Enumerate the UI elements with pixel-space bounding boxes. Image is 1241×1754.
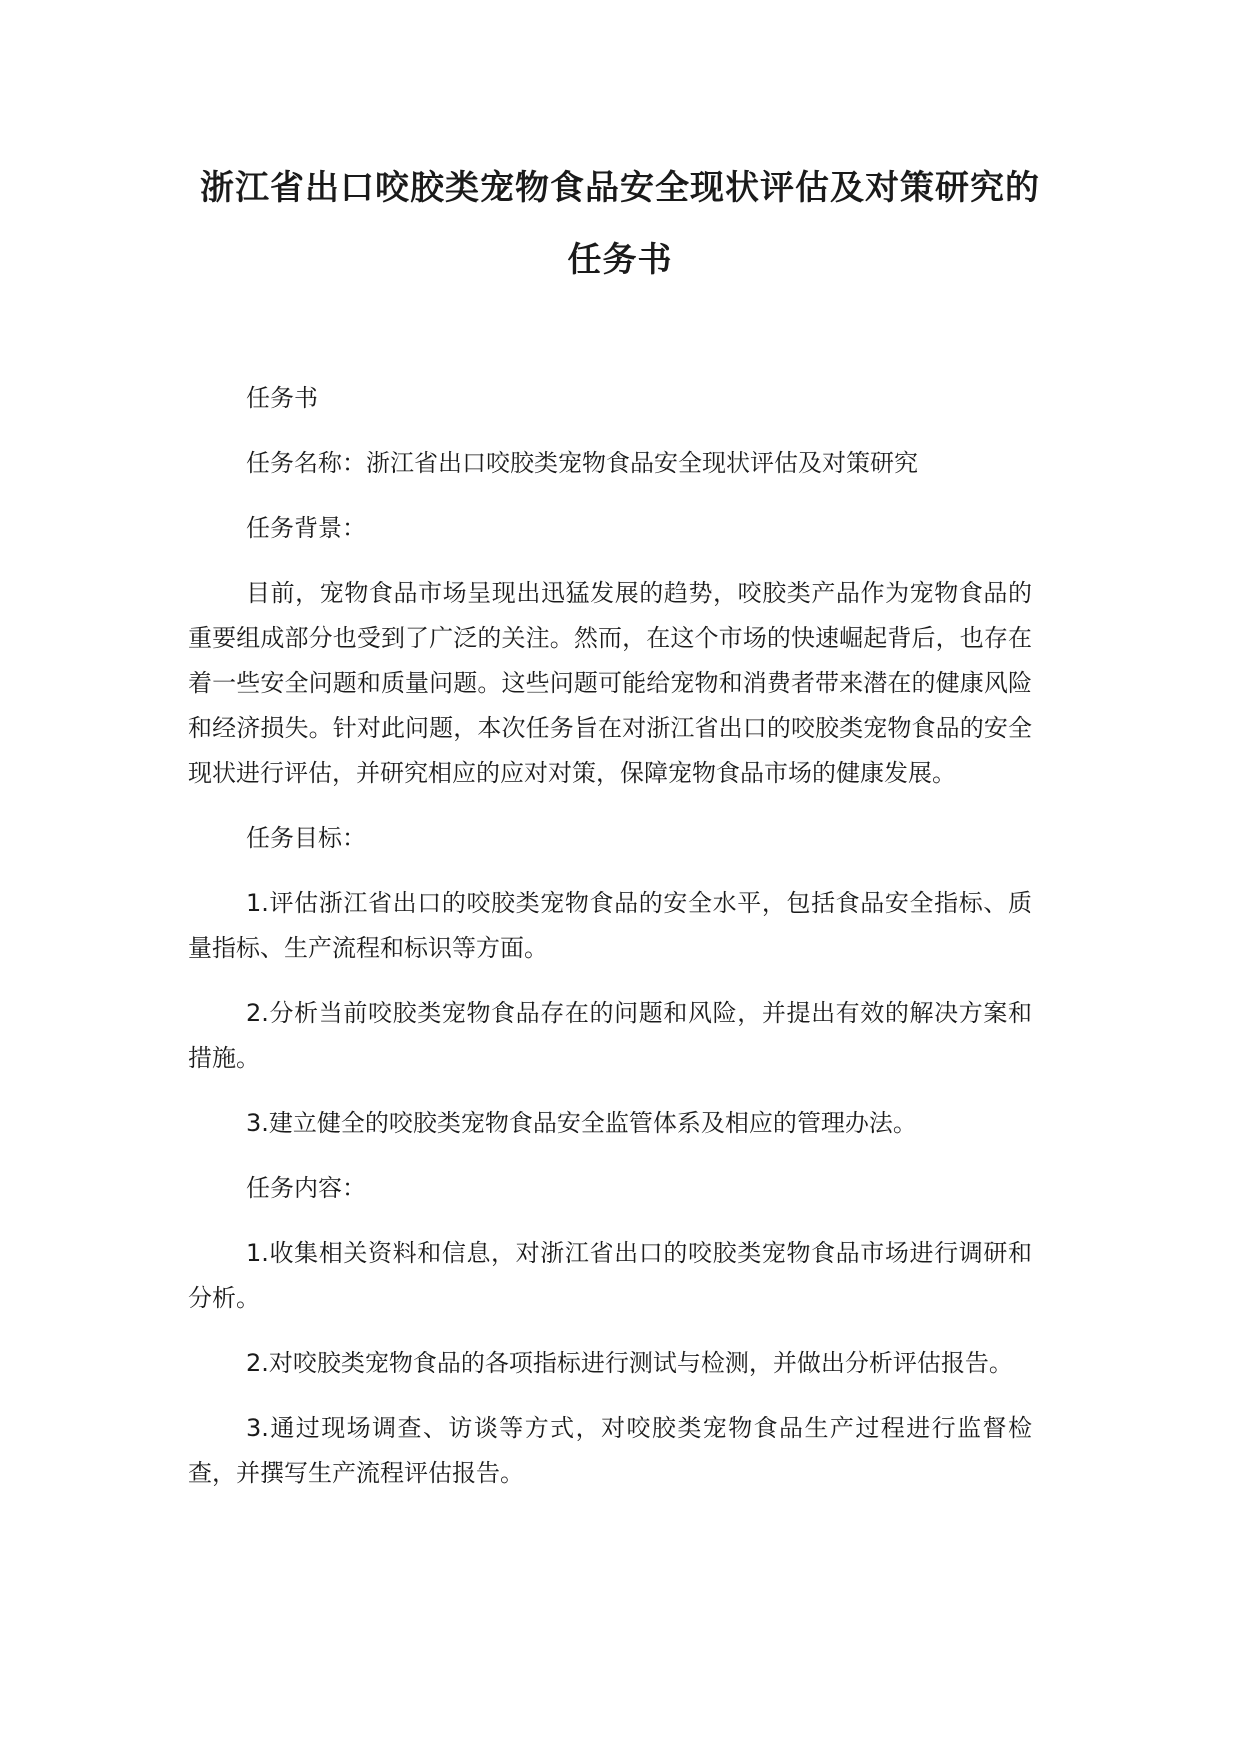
paragraph-heading: 任务书	[246, 384, 318, 412]
paragraph-content-label: 任务内容：	[246, 1174, 366, 1202]
paragraph-content-1: 1.收集相关资料和信息，对浙江省出口的咬胶类宠物食品市场进行调研和分析。	[188, 1239, 1032, 1312]
document-title: 浙江省出口咬胶类宠物食品安全现状评估及对策研究的任务书	[200, 168, 1040, 280]
paragraph-task-name: 任务名称：浙江省出口咬胶类宠物食品安全现状评估及对策研究	[246, 449, 918, 477]
paragraph-background-label: 任务背景：	[246, 514, 366, 542]
paragraph-goals-label: 任务目标：	[246, 824, 366, 852]
paragraph-goal-2: 2.分析当前咬胶类宠物食品存在的问题和风险，并提出有效的解决方案和措施。	[188, 999, 1032, 1072]
paragraph-goal-3: 3.建立健全的咬胶类宠物食品安全监管体系及相应的管理办法。	[246, 1109, 917, 1137]
paragraph-content-2: 2.对咬胶类宠物食品的各项指标进行测试与检测，并做出分析评估报告。	[246, 1349, 1013, 1377]
paragraph-goal-1: 1.评估浙江省出口的咬胶类宠物食品的安全水平，包括食品安全指标、质量指标、生产流程和标识等方面。	[188, 889, 1032, 962]
paragraph-background: 目前，宠物食品市场呈现出迅猛发展的趋势，咬胶类产品作为宠物食品的重要组成部分也受到了广泛的关注。然而，在这个市场的快速崛起背后，也存在着一些安全问题和质量问题。这些问题可能给宠物和消费者带来潜在的健康风险和经济损失。针对此问题，本次任务旨在对浙江省出口的咬胶类宠物食品的安全现状进行评估，并研究相应的应对对策，保障宠物食品市场的健康发展。	[188, 579, 1032, 787]
paragraph-content-3: 3.通过现场调查、访谈等方式，对咬胶类宠物食品生产过程进行监督检查，并撰写生产流程评估报告。	[188, 1414, 1032, 1487]
document-body	[188, 376, 1032, 1516]
